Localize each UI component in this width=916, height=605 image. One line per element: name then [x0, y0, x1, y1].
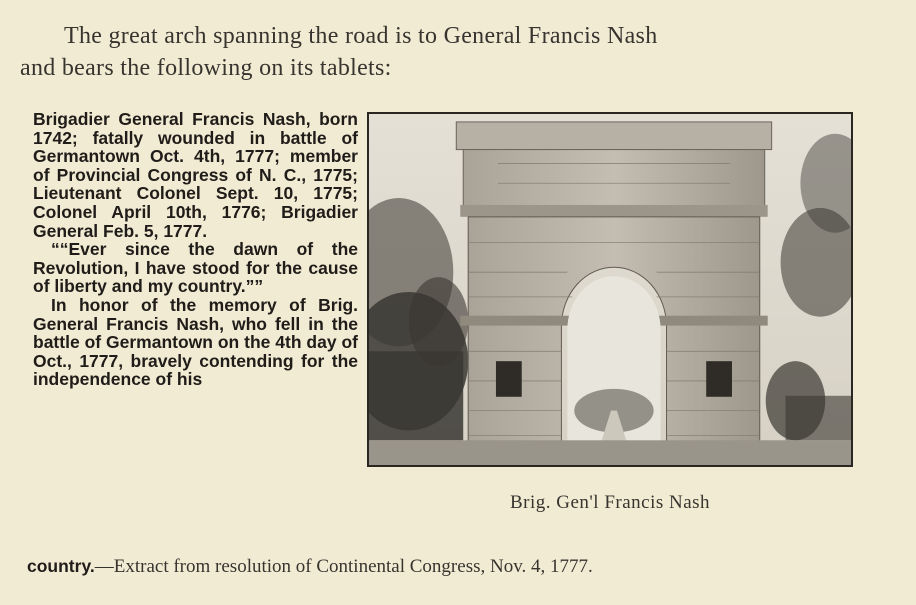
intro-paragraph — [20, 20, 900, 84]
closing-extract-note: —Extract from resolution of Continental Congress, Nov. 4, 1777. — [94, 556, 593, 577]
photo-caption: Brig. Gen'l Francis Nash — [509, 492, 711, 513]
closing-line — [27, 555, 887, 578]
tablet-paragraph-3: In honor of the memory of Brig. General Francis Nash, who fell in the battle of Germantown on the 4th day of Oct., 1777, bravely contending for the independence of his — [33, 294, 358, 390]
arch-illustration — [369, 114, 851, 465]
tablet-paragraph-1: Brigadier General Francis Nash, born 1742; fatally wounded in battle of Germantown Oct. 4th, 1777; member of Provincial Congress of N. C., 1775; Lieutenant Colonel Sept. 10, 1775; Colonel April 10th, 1776; Brigadier General Feb. 5, 1777. — [33, 109, 358, 241]
tablet-quote: ““Ever since the dawn of the Revolution, I have stood for the cause of liberty and my country.”” — [33, 239, 358, 297]
arch-photograph — [367, 112, 853, 467]
ground — [369, 440, 851, 465]
intro-line-2: and bears the following on its tablets: — [20, 55, 392, 81]
tablet-inscription — [33, 110, 358, 389]
closing-lead-word: country. — [27, 556, 95, 576]
intro-line-1: The great arch spanning the road is to General Francis Nash — [64, 23, 658, 49]
archway-opening — [567, 276, 660, 455]
